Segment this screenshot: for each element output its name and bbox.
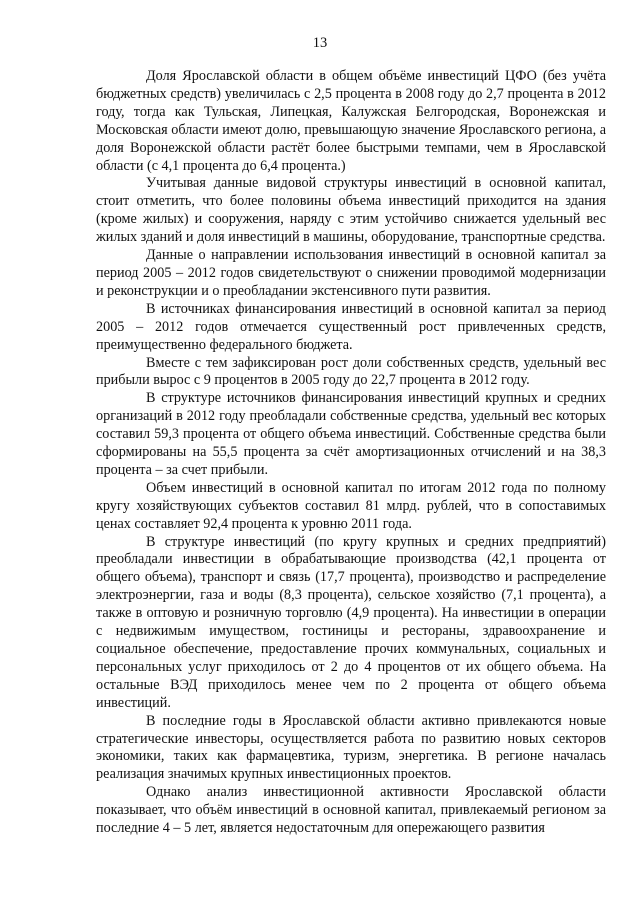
paragraph-5: Вместе с тем зафиксирован рост доли собственных средств, удельный вес прибыли вырос с 9 процентов в 2005 году до 22,7 процента в 2012 году. — [96, 354, 606, 389]
paragraph-10: Однако анализ инвестиционной активности Ярославской области показывает, что объём инвестиций в основной капитал, привлекаемый регионом за последние 4 – 5 лет, является недостаточным для опережающего развития — [96, 784, 606, 837]
paragraph-2: Учитывая данные видовой структуры инвестиций в основной капитал, стоит отметить, что более половины объема инвестиций приходится на здания (кроме жилых) и сооружения, наряду с этим устойчиво снижается удельный вес жилых зданий и доля инвестиций в машины, оборудование, транспортные средства. — [96, 175, 606, 246]
document-body — [96, 68, 606, 838]
paragraph-6: В структуре источников финансирования инвестиций крупных и средних организаций в 2012 году преобладали собственные средства, удельный вес которых составил 59,3 процента от общего объема инвестиций. Собственные средства были сформированы на 55,5 процента за счёт амортизационных отчислений и на 38,3 процента – за счет прибыли. — [96, 390, 606, 478]
paragraph-7: Объем инвестиций в основной капитал по итогам 2012 года по полному кругу хозяйствующих субъектов составил 81 млрд. рублей, что в сопоставимых ценах составляет 92,4 процента к уровню 2011 года. — [96, 479, 606, 532]
paragraph-4: В источниках финансирования инвестиций в основной капитал за период 2005 – 2012 годов отмечается существенный рост привлеченных средств, преимущественно федерального бюджета. — [96, 300, 606, 353]
paragraph-3: Данные о направлении использования инвестиций в основной капитал за период 2005 – 2012 годов свидетельствуют о снижении проводимой модернизации и реконструкции и о преобладании экстенсивного пути развития. — [96, 247, 606, 299]
paragraph-1: Доля Ярославской области в общем объёме инвестиций ЦФО (без учёта бюджетных средств) увеличилась с 2,5 процента в 2008 году до 2,7 процента в 2012 году, тогда как Тульская, Липецкая, Калужская Белгородская, Воронежская и Московская области имеют долю, превышающую значение Ярославского региона, а доля Воронежской области растёт более быстрыми темпами, чем в Ярославской области (с 4,1 процента до 6,4 процента.) — [96, 68, 606, 174]
paragraph-8: В структуре инвестиций (по кругу крупных и средних предприятий) преобладали инвестиции в обрабатывающие производства (42,1 процента от общего объема), транспорт и связь (17,7 процента), производство и распределение электроэнергии, газа и воды (8,3 процента), сельское хозяйство (7,1 процента), а также в оптовую и розничную торговлю (4,9 процента). На инвестиции в операции с недвижимым имуществом, гостиницы и рестораны, здравоохранение и социальное обеспечение, предоставление прочих коммунальных, социальных и персональных услуг приходилось от 2 до 4 процентов от их общего объема. На остальные ВЭД приходилось менее чем по 2 процента от общего объема инвестиций. — [96, 533, 606, 711]
paragraph-9: В последние годы в Ярославской области активно привлекаются новые стратегические инвесторы, осуществляется работа по развитию новых секторов экономики, таких как фармацевтика, туризм, энергетика. В регионе началась реализация значимых крупных инвестиционных проектов. — [96, 712, 606, 783]
page-number: 13 — [312, 35, 328, 51]
